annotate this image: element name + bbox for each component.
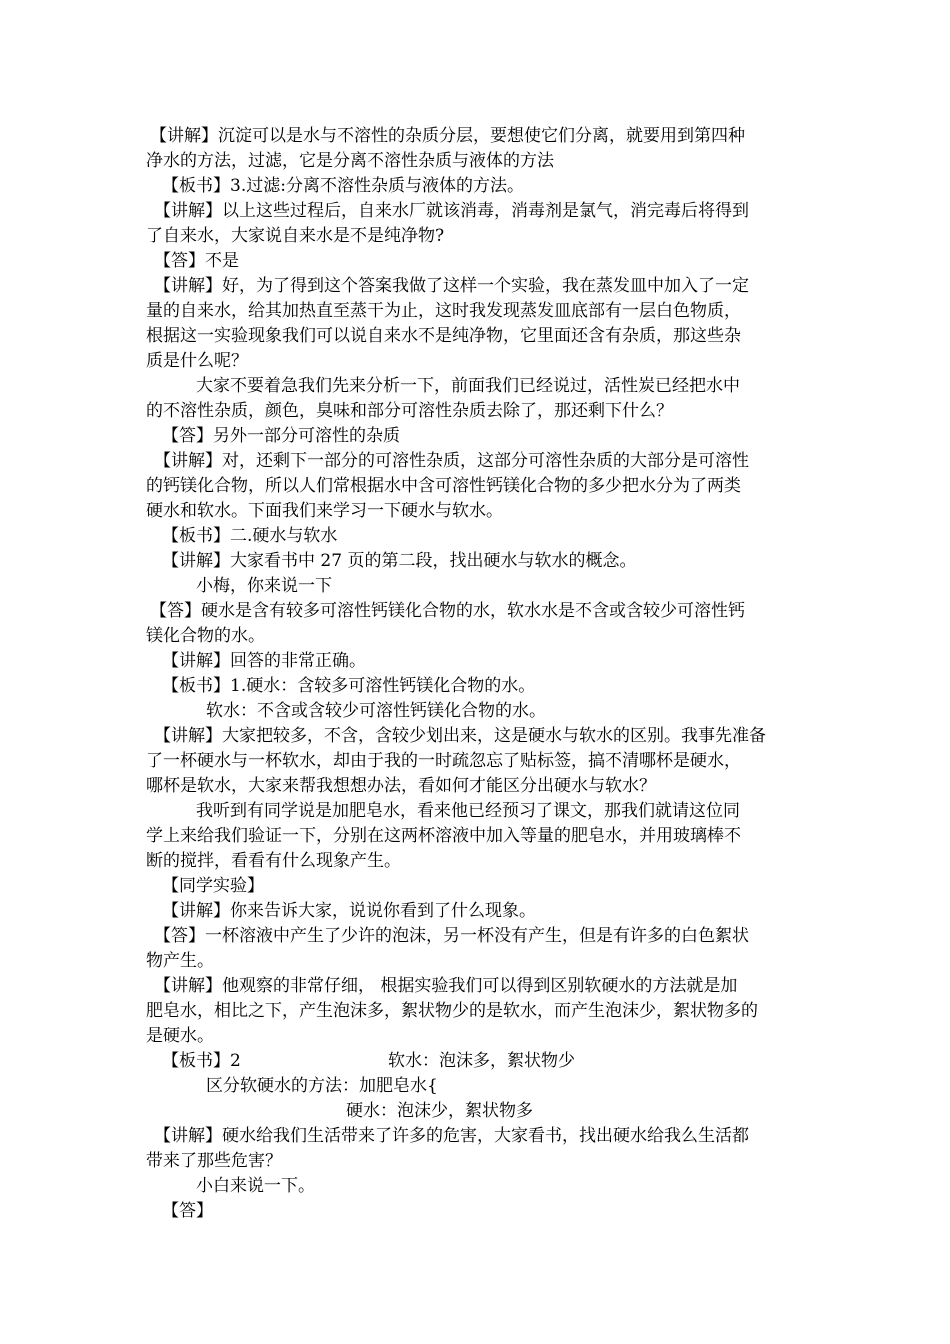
text-line: 【板书】3.过滤:分离不溶性杂质与液体的方法。: [162, 176, 524, 196]
text-line: 学上来给我们验证一下，分别在这两杯溶液中加入等量的肥皂水，并用玻璃棒不: [146, 826, 741, 846]
text-line: 【讲解】大家把较多，不含，含较少划出来，这是硬水与软水的区别。我事先准备: [154, 726, 766, 746]
text-line: 大家不要着急我们先来分析一下，前面我们已经说过，活性炭已经把水中: [196, 376, 740, 396]
text-line: 小梅，你来说一下: [196, 576, 332, 596]
text-line: 物产生。: [146, 951, 214, 971]
text-line: 量的自来水，给其加热直至蒸干为止，这时我发现蒸发皿底部有一层白色物质，: [146, 301, 741, 321]
text-line: 【板书】2: [162, 1051, 241, 1071]
text-line: 【讲解】回答的非常正确。: [162, 651, 366, 671]
text-line: 区分软硬水的方法：加肥皂水{: [206, 1076, 438, 1096]
text-line: 【答】硬水是含有较多可溶性钙镁化合物的水，软水水是不含或含较少可溶性钙: [150, 601, 745, 621]
text-line: 【讲解】你来告诉大家，说说你看到了什么现象。: [162, 901, 536, 921]
text-line: 镁化合物的水。: [146, 626, 265, 646]
text-line: 【讲解】对，还剩下一部分的可溶性杂质，这部分可溶性杂质的大部分是可溶性: [154, 451, 749, 471]
text-line: 【板书】1.硬水：含较多可溶性钙镁化合物的水。: [162, 676, 536, 696]
text-line: 了自来水，大家说自来水是不是纯净物?: [146, 226, 445, 246]
text-line: 的不溶性杂质，颜色，臭味和部分可溶性杂质去除了，那还剩下什么？: [146, 401, 673, 421]
text-line: 【讲解】以上这些过程后，自来水厂就该消毒，消毒剂是氯气，消完毒后将得到: [154, 201, 749, 221]
text-line: 【板书】二.硬水与软水: [162, 526, 338, 546]
text-line: 【同学实验】: [162, 876, 264, 896]
text-line: 带来了那些危害？: [146, 1151, 282, 1171]
text-line: 根据这一实验现象我们可以说自来水不是纯净物，它里面还含有杂质，那这些杂: [146, 326, 741, 346]
text-line: 【讲解】大家看书中 27 页的第二段，找出硬水与软水的概念。: [162, 551, 637, 571]
text-line: 【讲解】好，为了得到这个答案我做了这样一个实验，我在蒸发皿中加入了一定: [154, 276, 749, 296]
text-line: 净水的方法，过滤，它是分离不溶性杂质与液体的方法: [146, 151, 554, 171]
text-line: 我听到有同学说是加肥皂水，看来他已经预习了课文，那我们就请这位同: [196, 801, 740, 821]
text-line: 软水：泡沫多，絮状物少: [388, 1051, 575, 1071]
text-line: 【讲解】沉淀可以是水与不溶性的杂质分层，要想使它们分离，就要用到第四种: [150, 126, 745, 146]
text-line: 【讲解】他观察的非常仔细， 根据实验我们可以得到区别软硬水的方法就是加: [154, 976, 738, 996]
text-line: 哪杯是软水，大家来帮我想想办法，看如何才能区分出硬水与软水？: [146, 776, 656, 796]
text-line: 【答】: [162, 1201, 213, 1221]
text-line: 了一杯硬水与一杯软水，却由于我的一时疏忽忘了贴标签，搞不清哪杯是硬水，: [146, 751, 741, 771]
text-line: 是硬水。: [146, 1026, 214, 1046]
text-line: 硬水和软水。下面我们来学习一下硬水与软水。: [146, 501, 503, 521]
text-line: 肥皂水，相比之下，产生泡沫多，絮状物少的是软水，而产生泡沫少，絮状物多的: [146, 1001, 758, 1021]
text-line: 【答】另外一部分可溶性的杂质: [162, 426, 400, 446]
text-line: 质是什么呢？: [146, 351, 248, 371]
text-line: 软水：不含或含较少可溶性钙镁化合物的水。: [206, 701, 546, 721]
text-line: 【讲解】硬水给我们生活带来了许多的危害，大家看书，找出硬水给我么生活都: [154, 1126, 749, 1146]
text-line: 【答】一杯溶液中产生了少许的泡沫，另一杯没有产生，但是有许多的白色絮状: [154, 926, 749, 946]
text-line: 断的搅拌，看看有什么现象产生。: [146, 851, 401, 871]
text-line: 的钙镁化合物，所以人们常根据水中含可溶性钙镁化合物的多少把水分为了两类: [146, 476, 741, 496]
text-line: 【答】不是: [154, 251, 239, 271]
text-line: 小白来说一下。: [196, 1176, 315, 1196]
text-line: 硬水：泡沫少，絮状物多: [346, 1101, 533, 1121]
